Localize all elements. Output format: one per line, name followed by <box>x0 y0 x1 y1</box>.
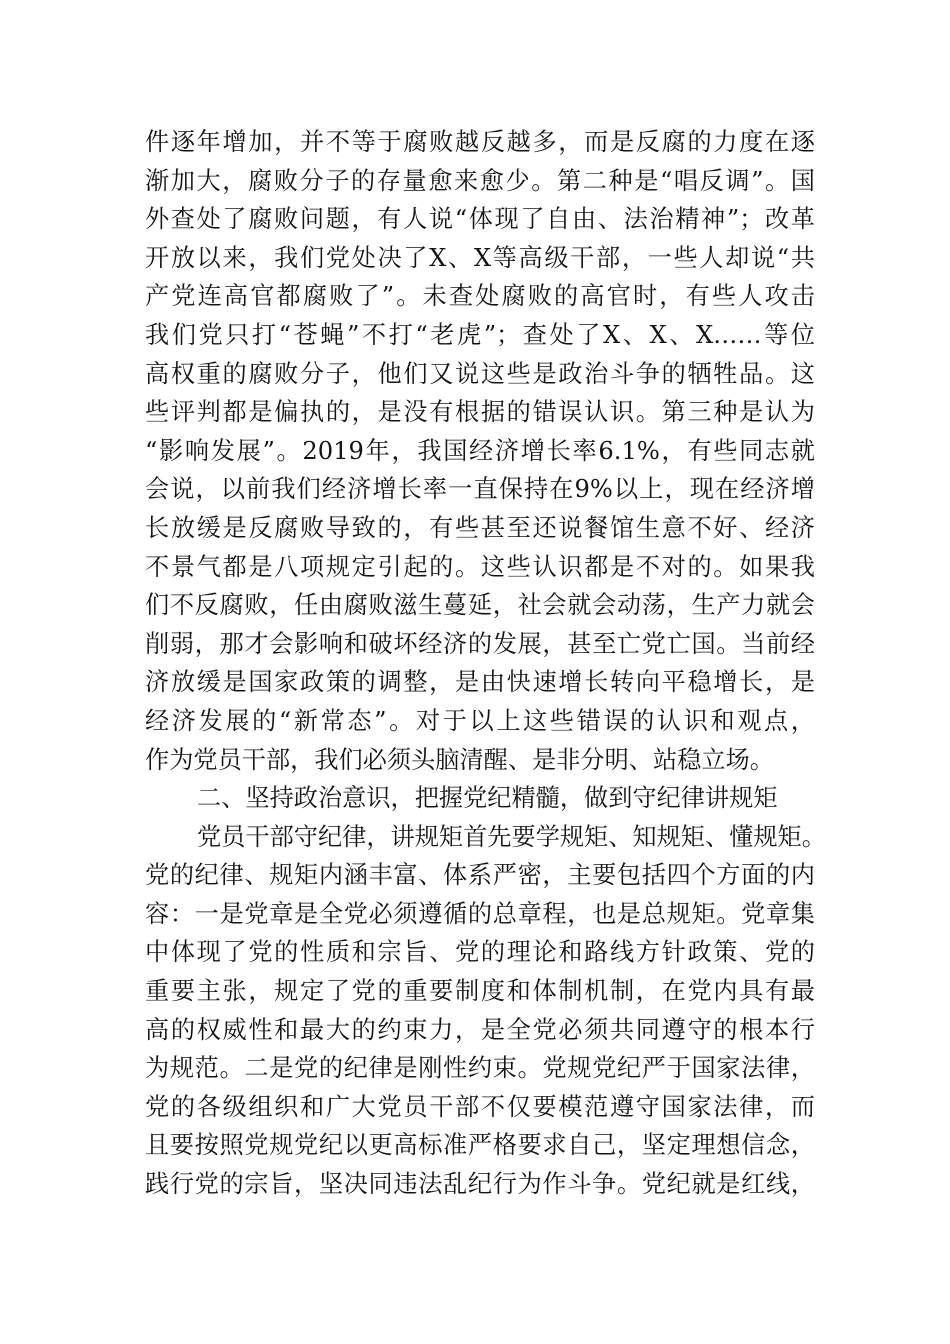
body-line: 会说，以前我们经济增长率一直保持在9%以上，现在经济增 <box>145 475 815 504</box>
paragraph-first-line: 党员干部守纪律，讲规矩首先要学规矩、知规矩、懂规矩。 <box>197 822 826 851</box>
section-heading: 二、坚持政治意识，把握党纪精髓，做到守纪律讲规矩 <box>197 784 778 813</box>
body-line: 削弱，那才会影响和破坏经济的发展，甚至亡党亡国。当前经 <box>145 629 815 658</box>
body-line: 容：一是党章是全党必须遵循的总章程，也是总规矩。党章集 <box>145 899 815 928</box>
body-line: 高的权威性和最大的约束力，是全党必须共同遵守的根本行 <box>145 1015 815 1044</box>
body-line: 党的各级组织和广大党员干部不仅要模范遵守国家法律，而 <box>145 1092 815 1121</box>
body-line: 开放以来，我们党处决了X、X等高级干部，一些人却说“共 <box>145 243 815 272</box>
body-line: 些评判都是偏执的，是没有根据的错误认识。第三种是认为 <box>145 398 815 427</box>
body-line: 重要主张，规定了党的重要制度和体制机制，在党内具有最 <box>145 977 815 1006</box>
body-line: 长放缓是反腐败导致的，有些甚至还说餐馆生意不好、经济 <box>145 513 815 542</box>
body-line: 产党连高官都腐败了”。未查处腐败的高官时，有些人攻击 <box>145 282 815 311</box>
body-line: 中体现了党的性质和宗旨、党的理论和路线方针政策、党的 <box>145 938 815 967</box>
body-line: 且要按照党规党纪以更高标准严格要求自己，坚定理想信念， <box>145 1131 815 1160</box>
body-line: 外查处了腐败问题，有人说“体现了自由、法治精神”；改革 <box>145 205 815 234</box>
body-line: 渐加大，腐败分子的存量愈来愈少。第二种是“唱反调”。国 <box>145 166 815 195</box>
body-line: 践行党的宗旨，坚决同违法乱纪行为作斗争。党纪就是红线， <box>145 1170 815 1199</box>
body-line: 为规范。二是党的纪律是刚性约束。党规党纪严于国家法律， <box>145 1054 815 1083</box>
body-line: 济放缓是国家政策的调整，是由快速增长转向平稳增长，是 <box>145 668 815 697</box>
body-line: 们不反腐败，任由腐败滋生蔓延，社会就会动荡，生产力就会 <box>145 591 815 620</box>
body-line: 我们党只打“苍蝇”不打“老虎”；查处了X、X、X……等位 <box>145 320 815 349</box>
body-line: 不景气都是八项规定引起的。这些认识都是不对的。如果我 <box>145 552 815 581</box>
body-line: “影响发展”。2019年，我国经济增长率6.1%，有些同志就 <box>145 436 815 465</box>
paragraph-end-line: 作为党员干部，我们必须头脑清醒、是非分明、站稳立场。 <box>145 745 774 774</box>
body-line: 党的纪律、规矩内涵丰富、体系严密，主要包括四个方面的内 <box>145 861 815 890</box>
body-line: 经济发展的“新常态”。对于以上这些错误的认识和观点， <box>145 706 815 735</box>
body-line: 高权重的腐败分子，他们又说这些是政治斗争的牺牲品。这 <box>145 359 815 388</box>
body-line: 件逐年增加，并不等于腐败越反越多，而是反腐的力度在逐 <box>145 128 815 156</box>
document-body <box>145 123 826 1204</box>
